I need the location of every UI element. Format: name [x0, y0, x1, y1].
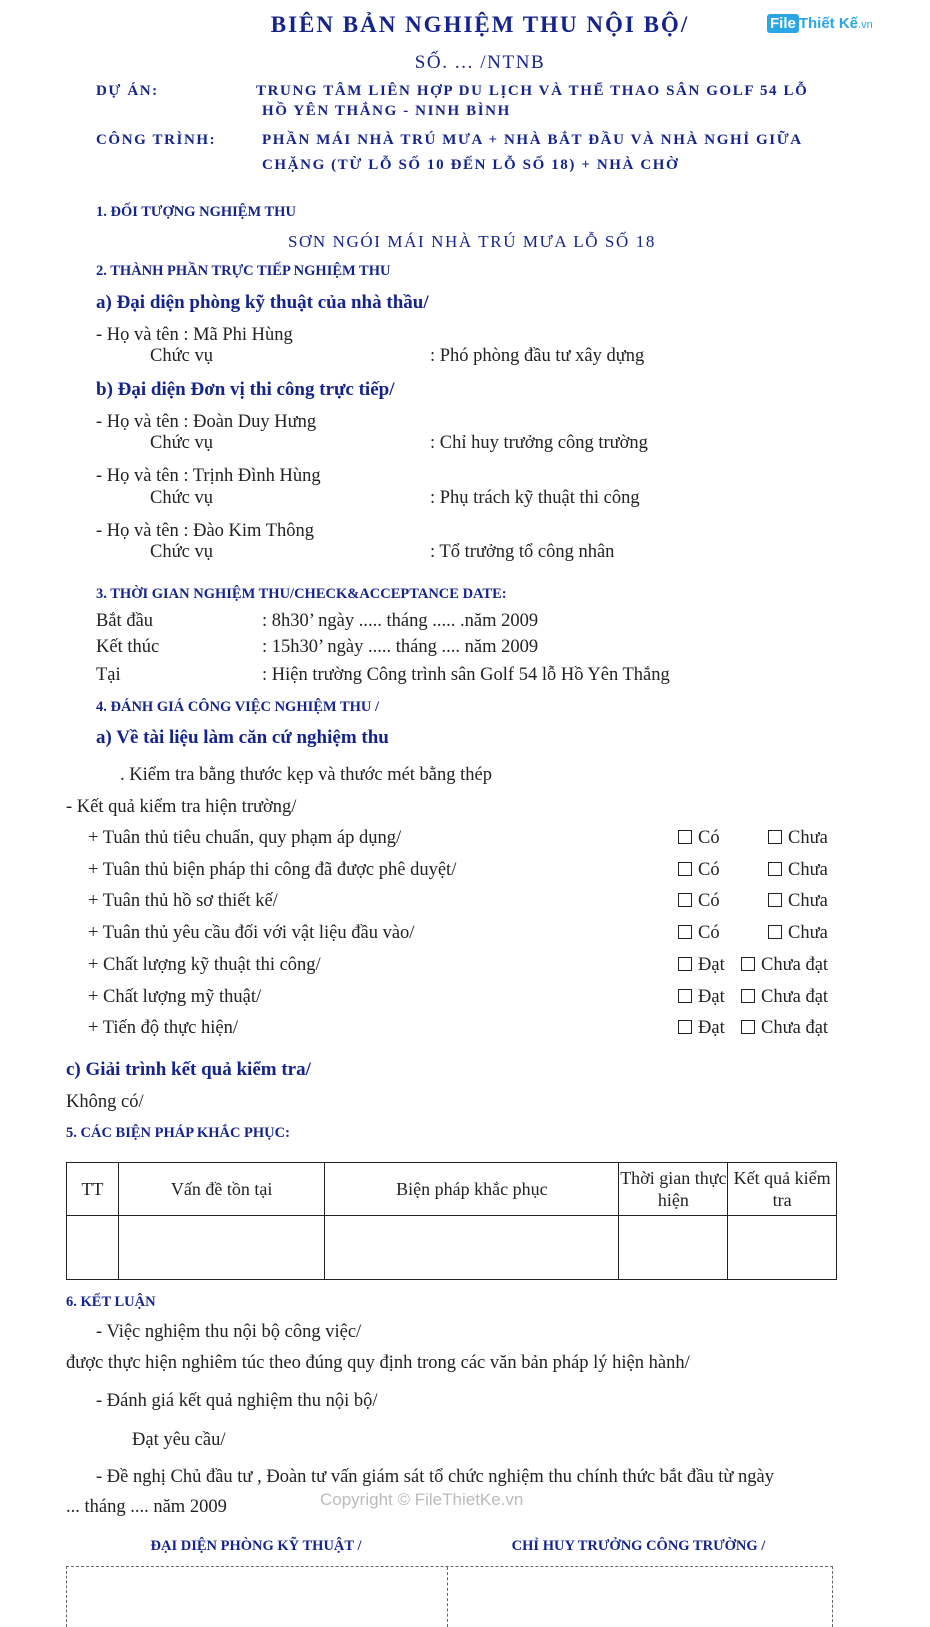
table-cell[interactable] — [118, 1216, 324, 1280]
table-cell[interactable] — [325, 1216, 619, 1280]
signature-box — [66, 1566, 833, 1627]
checklist-item-label: + Tiến độ thực hiện/ — [88, 1018, 238, 1038]
logo-name: Thiết Kế — [798, 15, 859, 32]
checkbox-label: Chưa đạt — [761, 1018, 829, 1038]
field-result-title: - Kết quả kiểm tra hiện trường/ — [66, 797, 297, 817]
position-label: Chức vụ — [150, 433, 213, 453]
checklist-item-label: + Chất lượng kỹ thuật thi công/ — [88, 955, 321, 975]
copyright-watermark: Copyright © FileThietKe.vn — [320, 1490, 524, 1509]
position-label: Chức vụ — [150, 542, 213, 562]
project-line2: HỒ YÊN THẮNG - NINH BÌNH — [262, 103, 511, 119]
conclusion-line: ... tháng .... năm 2009 — [66, 1497, 227, 1517]
work-line2: CHẶNG (TỪ LỖ SỐ 10 ĐẾN LỖ SỐ 18) + NHÀ CHỜ — [262, 157, 680, 173]
checkbox-label: Chưa — [788, 828, 828, 848]
checkbox-option[interactable] — [741, 1018, 828, 1039]
signature-right-title: CHỈ HUY TRƯỞNG CÔNG TRƯỜNG / — [511, 1538, 766, 1554]
document-title: BIÊN BẢN NGHIỆM THU NỘI BỘ/ — [270, 12, 690, 37]
inspection-method: . Kiểm tra bằng thước kẹp và thước mét bằng thép — [120, 765, 492, 785]
conclusion-line: - Đề nghị Chủ đầu tư , Đoàn tư vấn giám sát tổ chức nghiệm thu chính thức bắt đầu từ ngày — [96, 1467, 774, 1487]
checkbox-option[interactable] — [678, 955, 725, 976]
member-position: : Phụ trách kỹ thuật thi công — [430, 488, 640, 508]
conclusion-line: - Việc nghiệm thu nội bộ công việc/ — [96, 1322, 362, 1342]
checkbox-icon[interactable] — [768, 830, 782, 844]
checkbox-option[interactable] — [678, 987, 725, 1008]
checklist-item-label: + Chất lượng mỹ thuật/ — [88, 987, 262, 1007]
checkbox-icon[interactable] — [678, 957, 692, 971]
checklist-item-label: + Tuân thủ tiêu chuẩn, quy phạm áp dụng/ — [88, 828, 402, 848]
member-position: : Tổ trưởng tổ công nhân — [430, 542, 615, 562]
column-header: Vấn đề tồn tại — [118, 1163, 324, 1216]
checkbox-label: Đạt — [698, 987, 725, 1007]
table-header-row — [67, 1163, 837, 1216]
checkbox-option[interactable] — [678, 1018, 725, 1039]
checklist-item-label: + Tuân thủ biện pháp thi công đã được phê duyệt/ — [88, 860, 457, 880]
checkbox-icon[interactable] — [678, 862, 692, 876]
checkbox-label: Chưa — [788, 860, 828, 880]
end-label: Kết thúc — [96, 637, 160, 657]
explanation-title: c) Giải trình kết quả kiểm tra/ — [66, 1059, 311, 1080]
checkbox-label: Có — [698, 923, 720, 943]
start-value: : 8h30’ ngày ..... tháng ..... .năm 2009 — [262, 611, 539, 631]
logo-box: File — [767, 14, 799, 33]
member-name: - Họ và tên : Đoàn Duy Hưng — [96, 412, 317, 432]
section5-heading: 5. CÁC BIỆN PHÁP KHẮC PHỤC: — [66, 1125, 290, 1141]
table-cell[interactable] — [728, 1216, 837, 1280]
checkbox-icon[interactable] — [741, 1020, 755, 1034]
construction-unit-title: b) Đại diện Đơn vị thi công trực tiếp/ — [96, 379, 395, 400]
checkbox-option[interactable] — [741, 955, 828, 976]
project-label: DỰ ÁN: — [96, 83, 159, 99]
checkbox-icon[interactable] — [741, 989, 755, 1003]
checklist-item-label: + Tuân thủ hồ sơ thiết kế/ — [88, 891, 278, 911]
documents-title: a) Về tài liệu làm căn cứ nghiệm thu — [96, 727, 389, 748]
checkbox-label: Đạt — [698, 955, 725, 975]
checkbox-icon[interactable] — [678, 989, 692, 1003]
location-value: : Hiện trường Công trình sân Golf 54 lỗ Hồ Yên Thắng — [262, 665, 670, 685]
checkbox-icon[interactable] — [741, 957, 755, 971]
member-name: - Họ và tên : Mã Phi Hùng — [96, 325, 293, 345]
contractor-tech-title: a) Đại diện phòng kỹ thuật của nhà thầu/ — [96, 292, 429, 313]
checkbox-icon[interactable] — [768, 925, 782, 939]
section4-heading: 4. ĐÁNH GIÁ CÔNG VIỆC NGHIỆM THU / — [96, 699, 380, 715]
location-label: Tại — [96, 665, 121, 685]
checkbox-option[interactable] — [768, 923, 828, 944]
section6-heading: 6. KẾT LUẬN — [66, 1294, 156, 1310]
conclusion-line: được thực hiện nghiêm túc theo đúng quy định trong các văn bản pháp lý hiện hành/ — [66, 1353, 690, 1373]
column-header: Kết quả kiểm tra — [728, 1163, 837, 1216]
column-header: Thời gian thực hiện — [619, 1163, 728, 1216]
checkbox-icon[interactable] — [678, 1020, 692, 1034]
signature-left-title: ĐẠI DIỆN PHÒNG KỸ THUẬT / — [150, 1538, 362, 1554]
checkbox-label: Có — [698, 891, 720, 911]
column-header: TT — [67, 1163, 119, 1216]
checklist-item-label: + Tuân thủ yêu cầu đối với vật liệu đầu vào/ — [88, 923, 415, 943]
table-row — [67, 1216, 837, 1280]
explanation-text: Không có/ — [66, 1092, 144, 1112]
section2-heading: 2. THÀNH PHẦN TRỰC TIẾP NGHIỆM THU — [96, 263, 391, 279]
position-label: Chức vụ — [150, 488, 213, 508]
conclusion-line: Đạt yêu cầu/ — [132, 1430, 226, 1450]
section1-heading: 1. ĐỐI TƯỢNG NGHIỆM THU — [96, 204, 296, 220]
end-value: : 15h30’ ngày ..... tháng .... năm 2009 — [262, 637, 539, 657]
checkbox-label: Chưa — [788, 891, 828, 911]
checkbox-label: Có — [698, 828, 720, 848]
checkbox-icon[interactable] — [768, 893, 782, 907]
checkbox-label: Chưa đạt — [761, 955, 829, 975]
signature-divider — [447, 1567, 448, 1627]
document-number: SỐ. ... /NTNB — [414, 52, 546, 73]
checkbox-label: Chưa đạt — [761, 987, 829, 1007]
position-label: Chức vụ — [150, 346, 213, 366]
checkbox-option[interactable] — [678, 923, 720, 944]
checkbox-label: Chưa — [788, 923, 828, 943]
checkbox-label: Đạt — [698, 1018, 725, 1038]
checkbox-option[interactable] — [768, 891, 828, 912]
member-position: : Phó phòng đầu tư xây dựng — [430, 346, 645, 366]
logo-tld: .vn — [858, 19, 873, 31]
remedy-table — [66, 1162, 837, 1280]
member-name: - Họ và tên : Đào Kim Thông — [96, 521, 315, 541]
column-header: Biện pháp khắc phục — [325, 1163, 619, 1216]
checkbox-icon[interactable] — [678, 830, 692, 844]
table-cell[interactable] — [619, 1216, 728, 1280]
checkbox-option[interactable] — [678, 860, 720, 881]
checkbox-option[interactable] — [678, 891, 720, 912]
checkbox-icon[interactable] — [678, 893, 692, 907]
checkbox-icon[interactable] — [678, 925, 692, 939]
start-label: Bắt đầu — [96, 611, 154, 631]
checkbox-option[interactable] — [768, 860, 828, 881]
section3-heading: 3. THỜI GIAN NGHIỆM THU/CHECK&ACCEPTANCE DATE: — [96, 586, 507, 602]
checkbox-label: Có — [698, 860, 720, 880]
work-label: CÔNG TRÌNH: — [96, 132, 217, 148]
member-position: : Chỉ huy trưởng công trường — [430, 433, 648, 453]
project-line1: TRUNG TÂM LIÊN HỢP DU LỊCH VÀ THỂ THAO SÂN GOLF 54 LỖ — [256, 83, 809, 99]
member-name: - Họ và tên : Trịnh Đình Hùng — [96, 466, 321, 486]
checkbox-option[interactable] — [678, 828, 720, 849]
acceptance-object: SƠN NGÓI MÁI NHÀ TRÚ MƯA LỖ SỐ 18 — [288, 232, 656, 251]
work-line1: PHẦN MÁI NHÀ TRÚ MƯA + NHÀ BẮT ĐẦU VÀ NHÀ NGHỈ GIỮA — [262, 132, 803, 148]
checkbox-option[interactable] — [741, 987, 828, 1008]
conclusion-line: - Đánh giá kết quả nghiệm thu nội bộ/ — [96, 1391, 378, 1411]
table-cell[interactable] — [67, 1216, 119, 1280]
checkbox-option[interactable] — [768, 828, 828, 849]
checkbox-icon[interactable] — [768, 862, 782, 876]
